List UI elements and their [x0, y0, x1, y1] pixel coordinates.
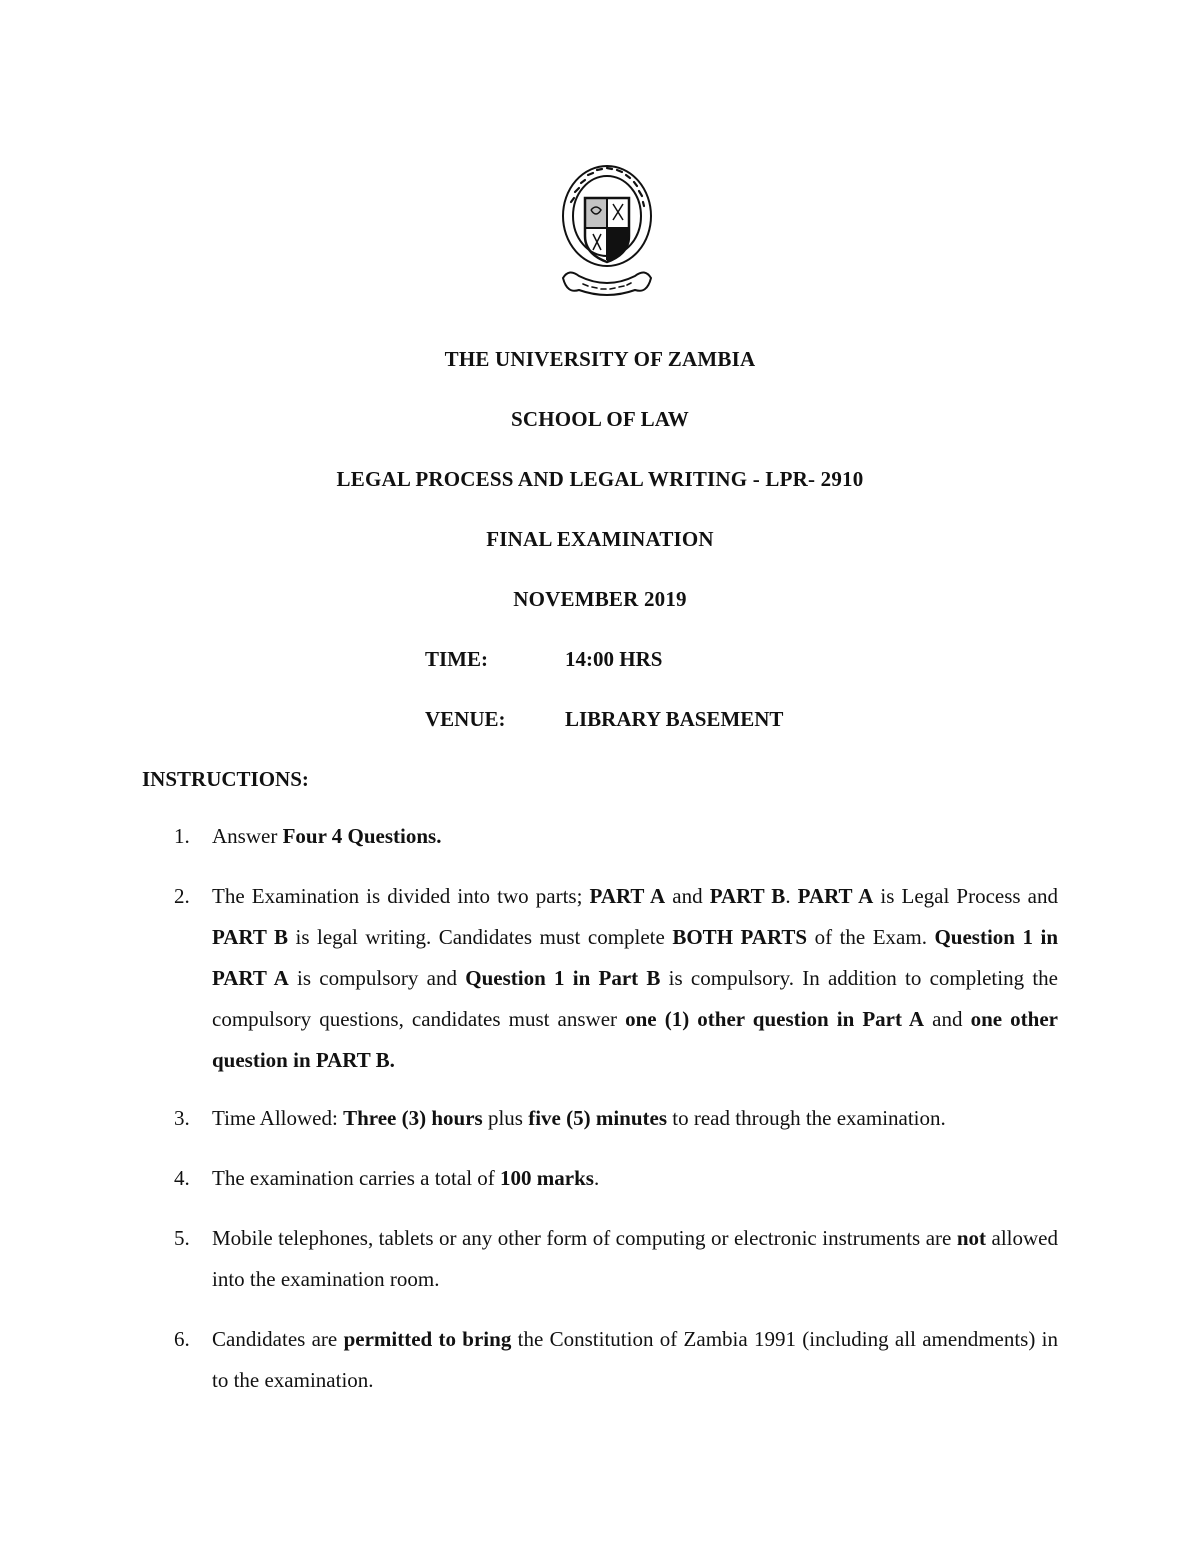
time-value: 14:00 HRS	[565, 647, 663, 671]
instruction-text: Mobile telephones, tablets or any other form of computing or electronic instruments are not allowed into the examination room.	[212, 1226, 1058, 1291]
exam-type: FINAL EXAMINATION	[486, 527, 714, 551]
instruction-number: 5.	[174, 1226, 190, 1250]
instruction-text: The Examination is divided into two parts; PART A and PART B. PART A is Legal Process and PART B is legal writing. Candidates must complete BOTH PARTS of the Exam. Question 1 in PART A is compulsory and Question 1 in Part B is compulsory. In addition to completing the compulsory questions, candidates must answer one (1) other question in Part A and one other question in PART B.	[212, 884, 1059, 1072]
venue-value: LIBRARY BASEMENT	[565, 707, 784, 731]
instruction-text: Time Allowed: Three (3) hours plus five (5) minutes to read through the examination.	[212, 1106, 946, 1130]
instruction-text: Candidates are permitted to bring the Constitution of Zambia 1991 (including all amendments) in to the examination.	[212, 1327, 1058, 1392]
instruction-number: 6.	[174, 1327, 190, 1351]
instruction-number: 3.	[174, 1106, 190, 1130]
university-crest-icon	[555, 158, 659, 300]
instruction-text: Answer Four 4 Questions.	[212, 824, 442, 848]
school-name: SCHOOL OF LAW	[510, 407, 690, 431]
instructions-title: INSTRUCTIONS:	[142, 767, 309, 791]
venue-label: VENUE:	[425, 707, 506, 731]
instruction-text: The examination carries a total of 100 marks.	[212, 1166, 600, 1190]
instruction-number: 2.	[174, 884, 190, 908]
instruction-number: 4.	[174, 1166, 190, 1190]
time-label: TIME:	[425, 647, 488, 671]
course-title: LEGAL PROCESS AND LEGAL WRITING - LPR- 2910	[336, 467, 864, 491]
exam-date: NOVEMBER 2019	[513, 587, 687, 611]
university-name: THE UNIVERSITY OF ZAMBIA	[444, 347, 756, 371]
instruction-number: 1.	[174, 824, 190, 848]
